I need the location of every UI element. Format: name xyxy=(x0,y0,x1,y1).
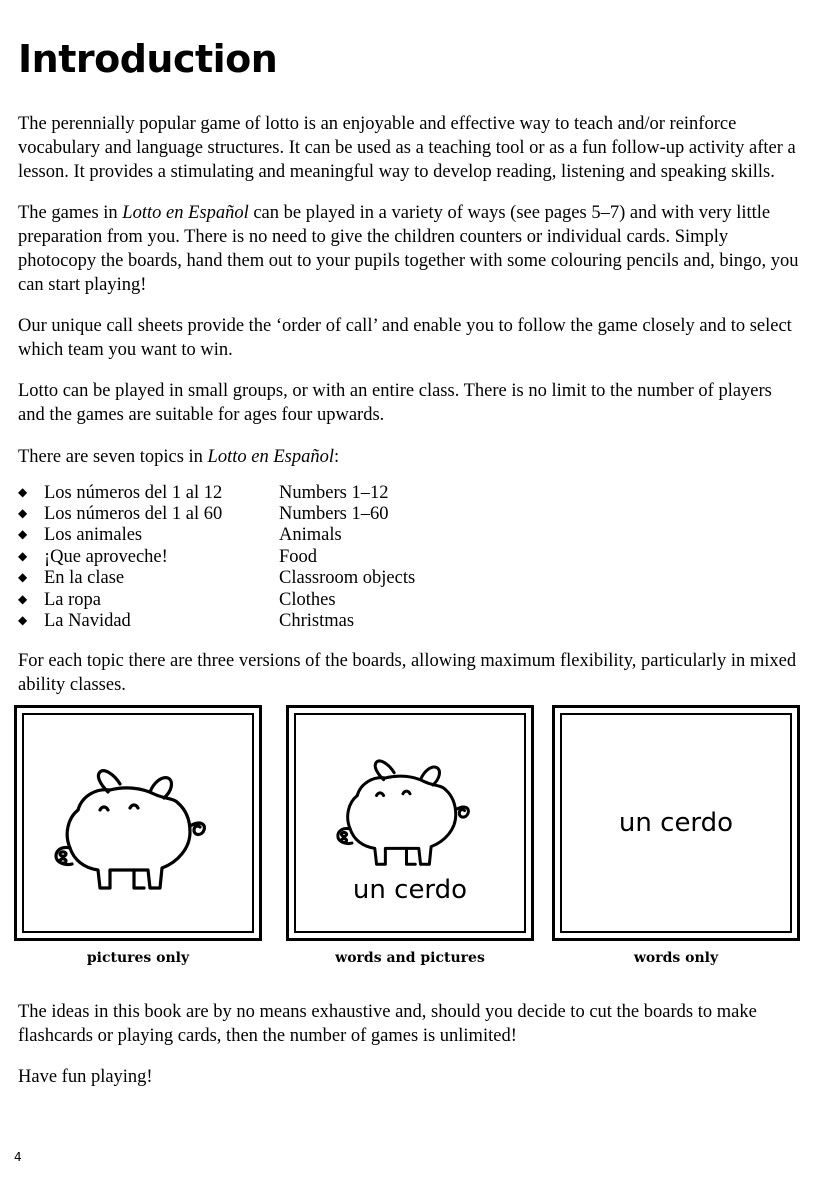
diamond-bullet-icon: ◆ xyxy=(18,613,28,628)
pig-illustration xyxy=(38,748,238,898)
topics-list xyxy=(18,483,802,633)
topic-spanish: Los números del 1 al 12 xyxy=(44,482,223,503)
topic-english: Numbers 1–12 xyxy=(279,482,389,503)
topic-spanish: En la clase xyxy=(44,568,125,589)
book-title-2: Lotto en Español xyxy=(207,446,334,467)
paragraph-5-part-b: : xyxy=(333,446,340,467)
board-pictures-only xyxy=(14,705,262,941)
topic-english: Christmas xyxy=(279,611,355,632)
paragraph-5 xyxy=(18,445,802,469)
board-word-label: un cerdo xyxy=(618,808,734,838)
topic-spanish: Los números del 1 al 60 xyxy=(44,504,223,525)
paragraph-2-part-b: can be played in a variety of ways (see pages 5–7) and with very little preparation from you. There is no need to give the children counters or individual cards. Simply photocopy the boards, hand them out to your pupils together with some colouring pencils and, bingo, you can start playing! xyxy=(18,203,799,296)
topic-spanish: Los animales xyxy=(44,525,143,546)
topic-english: Clothes xyxy=(279,589,336,610)
list-item xyxy=(18,611,802,632)
paragraph-4: Lotto can be played in small groups, or with an entire class. There is no limit to the number of players and the games are suitable for ages four upwards. xyxy=(18,381,772,426)
topic-english: Numbers 1–60 xyxy=(279,504,389,525)
page-number: 4 xyxy=(14,1150,22,1164)
topic-english: Food xyxy=(279,546,318,567)
list-item xyxy=(18,483,802,504)
board-examples xyxy=(14,705,806,966)
topic-english: Animals xyxy=(279,525,342,546)
book-title-1: Lotto en Español xyxy=(122,203,249,224)
diamond-bullet-icon: ◆ xyxy=(18,527,28,542)
board-caption: pictures only xyxy=(86,950,190,966)
paragraph-2 xyxy=(18,201,802,297)
board-inner xyxy=(560,713,792,933)
paragraph-7: The ideas in this book are by no means exhaustive and, should you decide to cut the boards to make flashcards or playing cards, then the number of games is unlimited! xyxy=(18,1002,757,1047)
board-words-only xyxy=(552,705,800,941)
paragraph-1: The perennially popular game of lotto is an enjoyable and effective way to teach and/or reinforce vocabulary and language structures. It can be used as a teaching tool or as a fun follow-up activity after a lesson. It provides a stimulating and meaningful way to develop reading, listening and speaking skills. xyxy=(18,114,796,183)
paragraph-5-part-a: There are seven topics in xyxy=(18,446,208,467)
paragraph-6: For each topic there are three versions of the boards, allowing maximum flexibility, particularly in mixed ability classes. xyxy=(18,650,797,695)
diamond-bullet-icon: ◆ xyxy=(18,484,28,499)
paragraph-3: Our unique call sheets provide the ‘order of call’ and enable you to follow the game closely and to select which team you want to win. xyxy=(18,316,792,361)
closing-content xyxy=(18,1000,778,1106)
diamond-bullet-icon: ◆ xyxy=(18,591,28,606)
list-item xyxy=(18,568,802,589)
board-inner xyxy=(294,713,526,933)
board-caption: words only xyxy=(633,950,719,966)
diamond-bullet-icon: ◆ xyxy=(18,506,28,521)
board-caption: words and pictures xyxy=(335,950,485,966)
paragraph-2-part-a: The games in xyxy=(18,203,123,224)
body-content xyxy=(18,112,802,714)
board-inner xyxy=(22,713,254,933)
pig-illustration xyxy=(320,741,500,873)
topic-spanish: La ropa xyxy=(44,589,102,610)
topic-spanish: ¡Que aproveche! xyxy=(44,546,168,567)
topic-english: Classroom objects xyxy=(279,568,416,589)
list-item xyxy=(18,504,802,525)
diamond-bullet-icon: ◆ xyxy=(18,548,28,563)
board-word-label: un cerdo xyxy=(352,875,468,905)
diamond-bullet-icon: ◆ xyxy=(18,570,28,585)
list-item xyxy=(18,525,802,546)
list-item xyxy=(18,547,802,568)
board-words-and-pictures xyxy=(286,705,534,941)
paragraph-8: Have fun playing! xyxy=(18,1067,153,1088)
topic-spanish: La Navidad xyxy=(44,611,131,632)
list-item xyxy=(18,590,802,611)
page-title: Introduction xyxy=(18,37,278,82)
